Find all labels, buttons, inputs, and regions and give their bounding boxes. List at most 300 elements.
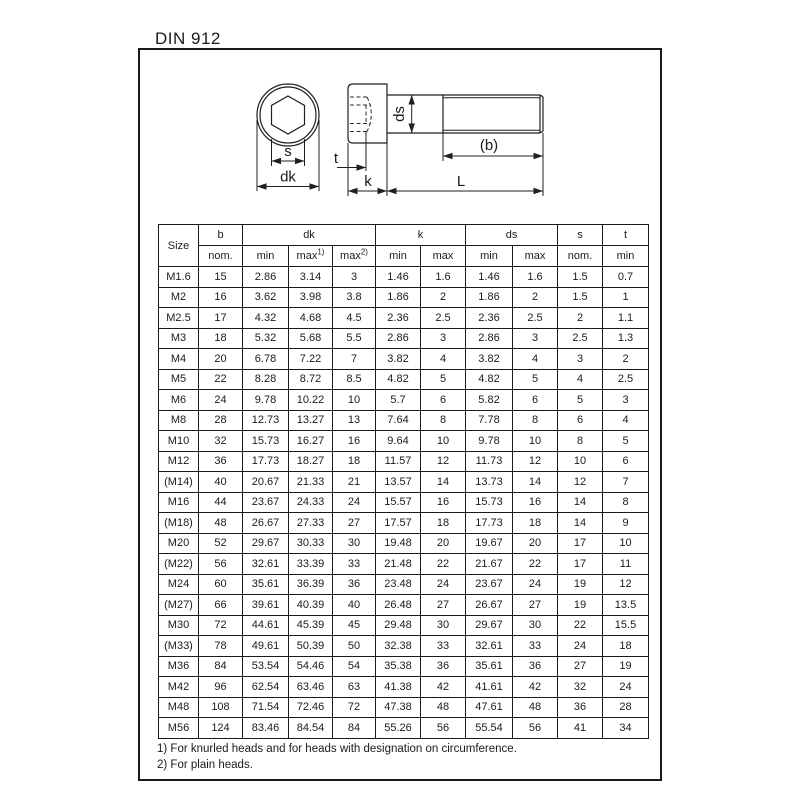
size-cell: M20	[159, 533, 199, 554]
dimension-table	[158, 224, 649, 739]
size-cell: (M33)	[159, 636, 199, 657]
value-cell: 6	[513, 390, 558, 411]
value-cell: 34	[603, 718, 649, 739]
value-cell: 27	[513, 595, 558, 616]
value-cell: 20	[421, 533, 466, 554]
value-cell: 1.86	[466, 287, 513, 308]
value-cell: 29.48	[376, 615, 421, 636]
value-cell: 10	[421, 431, 466, 452]
value-cell: 8.28	[243, 369, 289, 390]
table-row	[159, 451, 649, 472]
value-cell: 26.67	[243, 513, 289, 534]
value-cell: 44	[199, 492, 243, 513]
screw-head	[348, 84, 387, 143]
t-dim-label: t	[333, 150, 339, 167]
value-cell: 33	[513, 636, 558, 657]
ds-dim-label: ds	[391, 106, 408, 122]
size-cell: M16	[159, 492, 199, 513]
value-cell: 9.78	[243, 390, 289, 411]
value-cell: 26.67	[466, 595, 513, 616]
value-cell: 2.86	[466, 328, 513, 349]
value-cell: 48	[513, 697, 558, 718]
size-cell: M36	[159, 656, 199, 677]
value-cell: 48	[421, 697, 466, 718]
size-cell: (M27)	[159, 595, 199, 616]
size-cell: M8	[159, 410, 199, 431]
value-cell: 3	[333, 267, 376, 288]
size-cell: M10	[159, 431, 199, 452]
value-cell: 66	[199, 595, 243, 616]
value-cell: 3	[558, 349, 603, 370]
value-cell: 84	[333, 718, 376, 739]
value-cell: 21.33	[289, 472, 333, 493]
value-cell: 16.27	[289, 431, 333, 452]
value-cell: 6	[603, 451, 649, 472]
value-cell: 4	[513, 349, 558, 370]
table-row	[159, 656, 649, 677]
value-cell: 124	[199, 718, 243, 739]
value-cell: 33	[333, 554, 376, 575]
value-cell: 50.39	[289, 636, 333, 657]
footnotes	[157, 741, 517, 773]
value-cell: 1.5	[558, 267, 603, 288]
value-cell: 13.73	[466, 472, 513, 493]
subheader-dk-max2-sup: 2)	[360, 247, 368, 257]
size-cell: M56	[159, 718, 199, 739]
value-cell: 42	[421, 677, 466, 698]
value-cell: 55.54	[466, 718, 513, 739]
value-cell: 32	[199, 431, 243, 452]
size-cell: M42	[159, 677, 199, 698]
value-cell: 72	[199, 615, 243, 636]
b-dim-label: (b)	[479, 137, 499, 154]
value-cell: 12.73	[243, 410, 289, 431]
value-cell: 36	[513, 656, 558, 677]
value-cell: 14	[513, 472, 558, 493]
value-cell: 84.54	[289, 718, 333, 739]
value-cell: 14	[558, 492, 603, 513]
head-outer-circle	[257, 84, 319, 146]
value-cell: 36	[333, 574, 376, 595]
subheader-b-nom: nom.	[199, 246, 243, 267]
value-cell: 36	[199, 451, 243, 472]
screw-side-view	[334, 84, 543, 196]
value-cell: 41.61	[466, 677, 513, 698]
s-dim-label: s	[284, 143, 292, 160]
table-row	[159, 554, 649, 575]
value-cell: 53.54	[243, 656, 289, 677]
value-cell: 5.7	[376, 390, 421, 411]
table-header	[159, 225, 649, 267]
value-cell: 3	[513, 328, 558, 349]
value-cell: 2.5	[558, 328, 603, 349]
value-cell: 56	[513, 718, 558, 739]
value-cell: 71.54	[243, 697, 289, 718]
value-cell: 18	[333, 451, 376, 472]
size-cell: M12	[159, 451, 199, 472]
value-cell: 5	[558, 390, 603, 411]
value-cell: 13	[333, 410, 376, 431]
value-cell: 1.6	[513, 267, 558, 288]
table-row	[159, 390, 649, 411]
value-cell: 47.38	[376, 697, 421, 718]
value-cell: 56	[421, 718, 466, 739]
value-cell: 16	[333, 431, 376, 452]
subheader-k-max: max	[421, 246, 466, 267]
value-cell: 18	[603, 636, 649, 657]
value-cell: 8.5	[333, 369, 376, 390]
value-cell: 36.39	[289, 574, 333, 595]
hex-socket	[272, 96, 305, 134]
value-cell: 84	[199, 656, 243, 677]
subheader-dk-max2	[333, 246, 376, 267]
subheader-t-min: min	[603, 246, 649, 267]
value-cell: 22	[199, 369, 243, 390]
value-cell: 24	[513, 574, 558, 595]
value-cell: 1.86	[376, 287, 421, 308]
value-cell: 14	[421, 472, 466, 493]
value-cell: 40	[199, 472, 243, 493]
subheader-dk-max1	[289, 246, 333, 267]
value-cell: 24.33	[289, 492, 333, 513]
value-cell: 10	[333, 390, 376, 411]
L-dim-label: L	[456, 173, 466, 190]
value-cell: 26.48	[376, 595, 421, 616]
socket-cone-hidden	[367, 97, 371, 132]
value-cell: 5	[421, 369, 466, 390]
subheader-ds-min: min	[466, 246, 513, 267]
value-cell: 22	[513, 554, 558, 575]
value-cell: 19	[603, 656, 649, 677]
value-cell: 24	[199, 390, 243, 411]
value-cell: 54	[333, 656, 376, 677]
value-cell: 6	[421, 390, 466, 411]
value-cell: 9.64	[376, 431, 421, 452]
table-row	[159, 595, 649, 616]
value-cell: 20	[199, 349, 243, 370]
value-cell: 41	[558, 718, 603, 739]
value-cell: 42	[513, 677, 558, 698]
col-header-ds: ds	[466, 225, 558, 246]
value-cell: 15.57	[376, 492, 421, 513]
value-cell: 14	[558, 513, 603, 534]
value-cell: 60	[199, 574, 243, 595]
value-cell: 1.3	[603, 328, 649, 349]
value-cell: 35.61	[466, 656, 513, 677]
value-cell: 1.5	[558, 287, 603, 308]
value-cell: 35.38	[376, 656, 421, 677]
value-cell: 3.82	[466, 349, 513, 370]
value-cell: 6.78	[243, 349, 289, 370]
col-header-s: s	[558, 225, 603, 246]
value-cell: 23.67	[243, 492, 289, 513]
value-cell: 17	[558, 533, 603, 554]
value-cell: 3	[603, 390, 649, 411]
value-cell: 1.1	[603, 308, 649, 329]
value-cell: 17.57	[376, 513, 421, 534]
value-cell: 12	[421, 451, 466, 472]
value-cell: 7	[603, 472, 649, 493]
value-cell: 5	[603, 431, 649, 452]
value-cell: 24	[421, 574, 466, 595]
value-cell: 9	[603, 513, 649, 534]
value-cell: 12	[558, 472, 603, 493]
value-cell: 17.73	[466, 513, 513, 534]
size-cell: M48	[159, 697, 199, 718]
size-cell: M30	[159, 615, 199, 636]
value-cell: 21	[333, 472, 376, 493]
col-header-t: t	[603, 225, 649, 246]
value-cell: 62.54	[243, 677, 289, 698]
value-cell: 72.46	[289, 697, 333, 718]
value-cell: 32.61	[466, 636, 513, 657]
technical-drawing	[138, 48, 662, 224]
value-cell: 41.38	[376, 677, 421, 698]
value-cell: 27	[333, 513, 376, 534]
col-header-b: b	[199, 225, 243, 246]
value-cell: 44.61	[243, 615, 289, 636]
value-cell: 12	[603, 574, 649, 595]
value-cell: 33	[421, 636, 466, 657]
value-cell: 2	[558, 308, 603, 329]
table-row	[159, 349, 649, 370]
value-cell: 3	[421, 328, 466, 349]
table-row	[159, 513, 649, 534]
value-cell: 11.73	[466, 451, 513, 472]
value-cell: 28	[603, 697, 649, 718]
size-cell: M3	[159, 328, 199, 349]
table-row	[159, 472, 649, 493]
subheader-dk-max1-sup: 1)	[317, 247, 325, 257]
size-cell: M1.6	[159, 267, 199, 288]
size-cell: (M14)	[159, 472, 199, 493]
table-row	[159, 697, 649, 718]
value-cell: 7.64	[376, 410, 421, 431]
value-cell: 1.46	[376, 267, 421, 288]
value-cell: 10	[513, 431, 558, 452]
value-cell: 63	[333, 677, 376, 698]
value-cell: 15.73	[243, 431, 289, 452]
value-cell: 22	[421, 554, 466, 575]
value-cell: 3.62	[243, 287, 289, 308]
value-cell: 15.5	[603, 615, 649, 636]
value-cell: 29.67	[243, 533, 289, 554]
col-header-size: Size	[159, 225, 199, 267]
value-cell: 10	[603, 533, 649, 554]
value-cell: 4.68	[289, 308, 333, 329]
value-cell: 36	[421, 656, 466, 677]
value-cell: 78	[199, 636, 243, 657]
value-cell: 19	[558, 595, 603, 616]
value-cell: 8	[603, 492, 649, 513]
value-cell: 30	[513, 615, 558, 636]
value-cell: 32	[558, 677, 603, 698]
value-cell: 8	[558, 431, 603, 452]
value-cell: 13.5	[603, 595, 649, 616]
value-cell: 21.48	[376, 554, 421, 575]
subheader-s-nom: nom.	[558, 246, 603, 267]
table-row	[159, 369, 649, 390]
value-cell: 108	[199, 697, 243, 718]
value-cell: 8.72	[289, 369, 333, 390]
value-cell: 7.22	[289, 349, 333, 370]
value-cell: 27.33	[289, 513, 333, 534]
value-cell: 7.78	[466, 410, 513, 431]
value-cell: 49.61	[243, 636, 289, 657]
value-cell: 16	[513, 492, 558, 513]
value-cell: 30	[421, 615, 466, 636]
value-cell: 4.32	[243, 308, 289, 329]
value-cell: 29.67	[466, 615, 513, 636]
value-cell: 18	[421, 513, 466, 534]
footnote-1: 1) For knurled heads and for heads with designation on circumference.	[157, 743, 517, 755]
value-cell: 11	[603, 554, 649, 575]
value-cell: 9.78	[466, 431, 513, 452]
value-cell: 6	[558, 410, 603, 431]
screw-end-view	[257, 84, 319, 191]
value-cell: 8	[421, 410, 466, 431]
table-body	[159, 267, 649, 739]
col-header-dk: dk	[243, 225, 376, 246]
value-cell: 10	[558, 451, 603, 472]
value-cell: 40	[333, 595, 376, 616]
value-cell: 72	[333, 697, 376, 718]
value-cell: 96	[199, 677, 243, 698]
value-cell: 15.73	[466, 492, 513, 513]
value-cell: 45.39	[289, 615, 333, 636]
value-cell: 17	[199, 308, 243, 329]
value-cell: 3.98	[289, 287, 333, 308]
value-cell: 5	[513, 369, 558, 390]
value-cell: 2.5	[513, 308, 558, 329]
value-cell: 32.61	[243, 554, 289, 575]
value-cell: 52	[199, 533, 243, 554]
value-cell: 28	[199, 410, 243, 431]
table-row	[159, 328, 649, 349]
size-cell: M24	[159, 574, 199, 595]
value-cell: 20	[513, 533, 558, 554]
value-cell: 2.5	[603, 369, 649, 390]
value-cell: 18.27	[289, 451, 333, 472]
value-cell: 24	[333, 492, 376, 513]
value-cell: 24	[603, 677, 649, 698]
k-dim-label: k	[364, 173, 372, 190]
value-cell: 0.7	[603, 267, 649, 288]
value-cell: 48	[199, 513, 243, 534]
table-row	[159, 636, 649, 657]
subheader-ds-max: max	[513, 246, 558, 267]
footnote-2: 2) For plain heads.	[157, 759, 253, 771]
value-cell: 4.5	[333, 308, 376, 329]
value-cell: 50	[333, 636, 376, 657]
value-cell: 8	[513, 410, 558, 431]
table-row	[159, 615, 649, 636]
value-cell: 23.48	[376, 574, 421, 595]
value-cell: 40.39	[289, 595, 333, 616]
value-cell: 10.22	[289, 390, 333, 411]
value-cell: 63.46	[289, 677, 333, 698]
value-cell: 13.27	[289, 410, 333, 431]
table-row	[159, 287, 649, 308]
value-cell: 27	[421, 595, 466, 616]
value-cell: 5.5	[333, 328, 376, 349]
value-cell: 4	[558, 369, 603, 390]
value-cell: 83.46	[243, 718, 289, 739]
table-row	[159, 492, 649, 513]
value-cell: 5.68	[289, 328, 333, 349]
value-cell: 56	[199, 554, 243, 575]
value-cell: 36	[558, 697, 603, 718]
value-cell: 4.82	[376, 369, 421, 390]
value-cell: 19.67	[466, 533, 513, 554]
value-cell: 33.39	[289, 554, 333, 575]
value-cell: 1.6	[421, 267, 466, 288]
subheader-dk-min: min	[243, 246, 289, 267]
col-header-k: k	[376, 225, 466, 246]
table-row	[159, 308, 649, 329]
value-cell: 7	[333, 349, 376, 370]
value-cell: 39.61	[243, 595, 289, 616]
size-cell: M5	[159, 369, 199, 390]
value-cell: 13.57	[376, 472, 421, 493]
value-cell: 17.73	[243, 451, 289, 472]
value-cell: 35.61	[243, 574, 289, 595]
value-cell: 23.67	[466, 574, 513, 595]
value-cell: 32.38	[376, 636, 421, 657]
value-cell: 11.57	[376, 451, 421, 472]
value-cell: 2.5	[421, 308, 466, 329]
value-cell: 4	[603, 410, 649, 431]
value-cell: 47.61	[466, 697, 513, 718]
subheader-k-min: min	[376, 246, 421, 267]
value-cell: 16	[199, 287, 243, 308]
value-cell: 55.26	[376, 718, 421, 739]
table-row	[159, 574, 649, 595]
value-cell: 2.86	[243, 267, 289, 288]
value-cell: 27	[558, 656, 603, 677]
size-cell: M2	[159, 287, 199, 308]
size-cell: (M22)	[159, 554, 199, 575]
size-cell: M6	[159, 390, 199, 411]
value-cell: 19.48	[376, 533, 421, 554]
value-cell: 18	[513, 513, 558, 534]
value-cell: 30.33	[289, 533, 333, 554]
value-cell: 17	[558, 554, 603, 575]
table-row	[159, 410, 649, 431]
value-cell: 5.32	[243, 328, 289, 349]
value-cell: 15	[199, 267, 243, 288]
subheader-dk-max2-text: max	[340, 250, 361, 262]
value-cell: 2.36	[376, 308, 421, 329]
value-cell: 54.46	[289, 656, 333, 677]
table-row	[159, 431, 649, 452]
value-cell: 12	[513, 451, 558, 472]
table-row	[159, 533, 649, 554]
value-cell: 2	[421, 287, 466, 308]
subheader-dk-max1-text: max	[296, 250, 318, 262]
value-cell: 2	[603, 349, 649, 370]
value-cell: 4.82	[466, 369, 513, 390]
value-cell: 2.86	[376, 328, 421, 349]
value-cell: 3.8	[333, 287, 376, 308]
value-cell: 1.46	[466, 267, 513, 288]
value-cell: 4	[421, 349, 466, 370]
dk-dim-label: dk	[280, 168, 296, 186]
table-row	[159, 718, 649, 739]
size-cell: (M18)	[159, 513, 199, 534]
value-cell: 5.82	[466, 390, 513, 411]
value-cell: 18	[199, 328, 243, 349]
